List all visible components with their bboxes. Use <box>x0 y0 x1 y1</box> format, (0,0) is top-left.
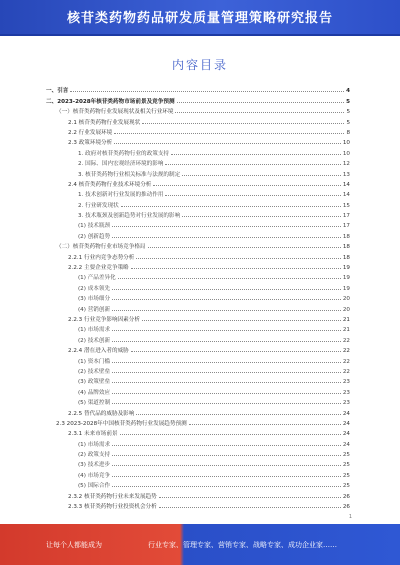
toc-entry-page: 21 <box>342 316 350 323</box>
toc-entry-title: (1) 资本门槛 <box>78 358 111 365</box>
toc-entry-title: (2) 技术壁垒 <box>78 368 111 375</box>
toc-entry-title: (1) 市场需求 <box>78 327 111 334</box>
toc-entry-page: 23 <box>342 389 350 396</box>
toc-entry-page: 24 <box>342 410 350 417</box>
toc-leader-dots <box>148 247 341 248</box>
toc-entry-title: (1) 技术瓶颈 <box>78 223 111 230</box>
toc-entry-title: 2.2.5 替代品的威胁及影响 <box>68 410 135 417</box>
toc-leader-dots <box>131 268 341 269</box>
toc-leader-dots <box>189 424 341 425</box>
toc-entry[interactable] <box>46 229 350 239</box>
toc-entry[interactable] <box>46 375 350 385</box>
toc-heading: 内容目录 <box>171 58 228 72</box>
toc-leader-dots <box>112 486 341 487</box>
toc-entry-title: 2.3 2023-2028年中国核苷类药物行业发展趋势预测 <box>56 420 187 427</box>
toc-entry-page: 24 <box>342 420 350 427</box>
toc-entry-page: 25 <box>342 483 350 490</box>
toc-entry[interactable] <box>46 302 350 312</box>
toc-entry[interactable] <box>46 157 350 167</box>
toc-leader-dots <box>112 237 341 238</box>
toc-entry-page: 14 <box>342 181 350 188</box>
toc-leader-dots <box>165 164 340 165</box>
toc-entry-page: 22 <box>342 358 350 365</box>
toc-entry[interactable] <box>46 178 350 188</box>
toc-entry[interactable] <box>46 167 350 177</box>
toc-entry-title: 2.3 政策环境分析 <box>68 140 113 147</box>
toc-entry-title: (1) 产品差异化 <box>78 275 116 282</box>
toc-leader-dots <box>182 175 341 176</box>
toc-leader-dots <box>112 445 341 446</box>
toc-entry[interactable] <box>46 354 350 364</box>
toc-entry-page: 24 <box>342 441 350 448</box>
toc-entry-page: 20 <box>342 296 350 303</box>
toc-entry-title: (3) 市场细分 <box>78 296 111 303</box>
toc-entry[interactable] <box>46 489 350 499</box>
report-title: 核苷类药物药品研发质量管理策略研究报告 <box>66 11 333 26</box>
toc-leader-dots <box>112 226 341 227</box>
toc-entry[interactable] <box>46 271 350 281</box>
toc-leader-dots <box>142 320 341 321</box>
toc-leader-dots <box>136 414 341 415</box>
toc-entry-page: 25 <box>342 452 350 459</box>
toc-entry-title: 2.2.3 行业竞争影响因素分析 <box>68 316 140 323</box>
toc-entry-page: 15 <box>342 202 350 209</box>
toc-entry[interactable] <box>46 385 350 395</box>
toc-entry[interactable] <box>46 323 350 333</box>
toc-entry-page: 10 <box>342 140 350 147</box>
toc-entry-page: 26 <box>342 504 350 511</box>
toc-entry[interactable] <box>46 261 350 271</box>
toc-entry[interactable] <box>46 292 350 302</box>
toc-entry-page: 18 <box>342 254 350 261</box>
toc-entry-page: 26 <box>342 493 350 500</box>
toc-entry-page: 25 <box>342 472 350 479</box>
toc-entry-title: 1. 技术创新对行业发展的推动作用 <box>78 192 164 199</box>
toc-entry[interactable] <box>46 126 350 136</box>
toc-leader-dots <box>114 143 341 144</box>
toc-leader-dots <box>70 91 344 92</box>
toc-entry-page: 19 <box>342 285 350 292</box>
toc-entry-title: 2.3.1 未来市场前景 <box>68 431 118 438</box>
toc-entry-page: 19 <box>342 265 350 272</box>
toc-leader-dots <box>112 382 341 383</box>
footer-slogan-left: 让每个人都能成为 <box>46 541 102 549</box>
report-header-banner <box>0 0 400 36</box>
toc-leader-dots <box>136 258 341 259</box>
toc-entry[interactable] <box>46 313 350 323</box>
toc-entry-page: 18 <box>342 233 350 240</box>
toc-entry[interactable] <box>46 396 350 406</box>
toc-entry-title: (2) 创新趋势 <box>78 233 111 240</box>
toc-entry-title: (2) 成本领先 <box>78 285 111 292</box>
toc-entry-page: 14 <box>342 192 350 199</box>
toc-entry[interactable] <box>46 250 350 260</box>
toc-entry[interactable] <box>46 84 350 94</box>
toc-entry-title: 2.3.3 核苷类药物行业投资机会分析 <box>68 504 157 511</box>
toc-leader-dots <box>112 403 341 404</box>
toc-entry-page: 4 <box>346 88 350 95</box>
toc-entry-title: (4) 品牌效应 <box>78 389 111 396</box>
toc-entry[interactable] <box>46 136 350 146</box>
toc-entry-title: 2.2.4 潜在进入者的威胁 <box>68 348 129 355</box>
toc-entry[interactable] <box>46 219 350 229</box>
toc-entry-title: 2.1 核苷类药物行业发展现状 <box>68 119 141 126</box>
toc-entry-page: 19 <box>342 275 350 282</box>
toc-leader-dots <box>112 330 341 331</box>
toc-entry-title: (2) 政策支持 <box>78 452 111 459</box>
toc-entry-page: 13 <box>342 171 350 178</box>
toc-leader-dots <box>165 195 340 196</box>
toc-entry-title: （二）核苷类药物行业市场竞争格局 <box>56 244 146 251</box>
toc-entry-title: (4) 营销创新 <box>78 306 111 313</box>
toc-entry-page: 21 <box>342 327 350 334</box>
toc-entry-page: 5 <box>346 119 350 126</box>
toc-entry-title: (5) 国际合作 <box>78 483 111 490</box>
toc-entry-page: 22 <box>342 348 350 355</box>
toc-leader-dots <box>112 455 341 456</box>
toc-entry[interactable] <box>46 146 350 156</box>
toc-leader-dots <box>118 278 341 279</box>
table-of-contents <box>46 84 350 514</box>
toc-entry-title: 2. 行业研发现状 <box>78 202 119 209</box>
toc-entry[interactable] <box>46 240 350 250</box>
toc-entry-page: 12 <box>342 161 350 168</box>
toc-entry-title: (1) 市场需求 <box>78 441 111 448</box>
toc-leader-dots <box>112 362 341 363</box>
toc-leader-dots <box>159 497 341 498</box>
toc-entry-page: 18 <box>342 244 350 251</box>
footer-banner <box>0 524 400 565</box>
toc-leader-dots <box>159 507 341 508</box>
toc-entry[interactable] <box>46 458 350 468</box>
toc-entry[interactable] <box>46 333 350 343</box>
toc-entry-title: 2.2.1 行业内竞争态势分析 <box>68 254 135 261</box>
toc-entry-page: 24 <box>342 431 350 438</box>
footer-slogan-right: 行业专家、管理专家、营销专家、战略专家、成功企业家…… <box>148 541 337 549</box>
toc-leader-dots <box>112 476 341 477</box>
toc-entry[interactable] <box>46 427 350 437</box>
toc-entry-page: 23 <box>342 400 350 407</box>
toc-entry[interactable] <box>46 198 350 208</box>
toc-leader-dots <box>112 341 341 342</box>
toc-entry[interactable] <box>46 94 350 104</box>
toc-entry[interactable] <box>46 479 350 489</box>
toc-entry-title: 2. 国际、国内宏观经济环境的影响 <box>78 161 164 168</box>
toc-leader-dots <box>182 216 341 217</box>
toc-entry-title: 3. 技术瓶颈及创新趋势对行业发展的影响 <box>78 213 181 220</box>
toc-entry[interactable] <box>46 437 350 447</box>
toc-entry-page: 23 <box>342 379 350 386</box>
toc-leader-dots <box>142 123 344 124</box>
toc-entry-page: 25 <box>342 462 350 469</box>
toc-entry-page: 22 <box>342 337 350 344</box>
toc-entry[interactable] <box>46 448 350 458</box>
toc-entry[interactable] <box>46 344 350 354</box>
toc-entry-title: (3) 政策壁垒 <box>78 379 111 386</box>
page-number: 1 <box>348 514 352 520</box>
toc-entry-title: 2.2.2 主要企业竞争策略 <box>68 265 129 272</box>
toc-entry-page: 20 <box>342 306 350 313</box>
toc-entry-title: 2.3.2 核苷类药物行业未来发展趋势 <box>68 493 157 500</box>
toc-leader-dots <box>112 393 341 394</box>
toc-leader-dots <box>121 206 341 207</box>
toc-entry-page: 8 <box>346 129 350 136</box>
toc-entry-title: 一、引言 <box>46 88 69 95</box>
toc-leader-dots <box>175 112 344 113</box>
toc-entry[interactable] <box>46 406 350 416</box>
toc-entry-title: （一）核苷类药物行业发展现状及相关行业环境 <box>56 109 174 116</box>
toc-entry-title: (4) 市场竞争 <box>78 472 111 479</box>
toc-entry-page: 10 <box>342 150 350 157</box>
toc-entry[interactable] <box>46 209 350 219</box>
toc-entry-page: 17 <box>342 213 350 220</box>
toc-leader-dots <box>120 434 341 435</box>
toc-entry[interactable] <box>46 281 350 291</box>
toc-leader-dots <box>112 299 341 300</box>
toc-entry[interactable] <box>46 365 350 375</box>
toc-entry-page: 5 <box>346 109 350 116</box>
toc-entry-title: 3. 核苷类药物行业相关标准与法规的制定 <box>78 171 181 178</box>
toc-entry-title: (3) 技术进步 <box>78 462 111 469</box>
toc-leader-dots <box>112 372 341 373</box>
toc-entry-title: (2) 技术创新 <box>78 337 111 344</box>
toc-entry-page: 17 <box>342 223 350 230</box>
toc-entry-page: 5 <box>346 98 350 105</box>
toc-leader-dots <box>112 310 341 311</box>
toc-entry-title: 1. 政府对核苷类药物行业的政策支持 <box>78 150 170 157</box>
toc-entry-title: (5) 渠道控制 <box>78 400 111 407</box>
toc-leader-dots <box>177 102 345 103</box>
toc-entry[interactable] <box>46 468 350 478</box>
toc-entry[interactable] <box>46 500 350 510</box>
toc-leader-dots <box>171 154 341 155</box>
toc-entry[interactable] <box>46 417 350 427</box>
toc-entry[interactable] <box>46 115 350 125</box>
toc-leader-dots <box>153 185 340 186</box>
toc-leader-dots <box>112 289 341 290</box>
toc-entry-title: 2.4 核苷类药物行业技术环境分析 <box>68 181 152 188</box>
toc-leader-dots <box>131 351 341 352</box>
toc-entry[interactable] <box>46 188 350 198</box>
toc-entry-page: 22 <box>342 368 350 375</box>
toc-entry-title: 2.2 行业发展环境 <box>68 129 113 136</box>
toc-leader-dots <box>114 133 344 134</box>
toc-entry-title: 二、2023-2028年核苷类药物市场前景及竞争预测 <box>46 98 175 105</box>
toc-entry[interactable] <box>46 105 350 115</box>
toc-leader-dots <box>112 465 341 466</box>
